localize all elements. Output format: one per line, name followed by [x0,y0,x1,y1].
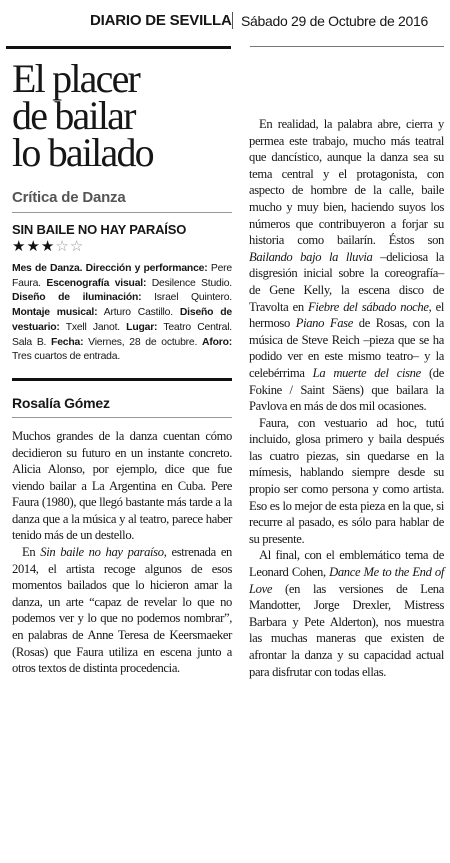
credit-label: Mes de Danza. Dirección y performance: [12,263,208,274]
credit-label: Escenografía visual: [46,277,147,289]
author-byline: Rosalía Gómez [12,394,110,411]
credit-value: Desilence Studio. [146,277,232,289]
text-run: Muchos grandes de la danza cuentan cómo decidieron su futuro en un instante concreto. Alicia Alonso, por ejemplo, dice que fue viendo bailar a La Argentina en Cuba. Pere Faura (1980), que llegó bastante más tarde a la danza que a la música y al teatro, parece haber tenido más de un destello. [12,428,232,543]
show-title: SIN BAILE NO HAY PARAÍSO [12,222,187,237]
text-run: Al final, con el emblemático tema de Leonard Cohen, [249,548,444,580]
text-run: de Rosas, con la música de Steve Reich –pieza que se ha podido ver en este mismo teatro– y la celebérrima [249,316,444,380]
credit-label: Fecha: [51,336,84,348]
text-run: , estrenada en 2014, el artista recoge algunos de esos momentos bailados que lo hicieron amar la danza, un arte “capaz de revelar lo que no podemos ver y lo que no podemos nombrar”, en palabras de Anne Teresa de Keersmaeker (Rosas) que Faura utiliza en escena junto a otros textos de distinta procedencia. [12,545,233,676]
right-column [249,116,444,680]
section-label: Crítica de Danza [12,189,126,206]
credit-value: Israel Quintero. [141,292,232,304]
credit-value: Arturo Castillo. [97,307,180,319]
credit-label: Diseño de iluminación: [12,292,142,304]
headline-line: de bailar [12,93,135,138]
credit-label: Aforo: [202,336,232,348]
issue-date: Sábado 29 de Octubre de 2016 [241,13,428,29]
credit-value: Teatro Central. Sala B. [12,321,232,348]
star-rating [12,238,232,256]
publication-name: DIARIO DE SEVILLA [90,12,232,29]
left-body-text [12,428,232,677]
headline-line: El placer [12,56,140,101]
body-paragraph [12,428,232,544]
right-column-top-rule [250,46,444,47]
left-column [12,56,233,677]
text-run: , el hermoso [249,299,445,331]
body-paragraph [249,547,444,680]
star-filled-icon: ★ [26,239,41,255]
text-run: –deliciosa la disgresión inicial sobre la coreografía– de Gene Kelly, la escena disco de Travolta en [249,249,445,314]
italic-title: Bailando bajo la lluvia [249,249,373,264]
section-rule [12,212,232,213]
masthead-separator [232,12,233,29]
star-filled-icon: ★ [12,239,27,255]
italic-title: Fiebre del sábado noche [308,299,429,314]
italic-title: La muerte del cisne [312,365,421,380]
credit-value: Pere Faura. [12,263,232,289]
body-paragraph [249,116,444,415]
star-filled-icon: ★ [40,239,56,255]
credits-box [12,262,232,365]
body-paragraph [12,544,232,677]
left-column-top-rule [6,46,231,49]
credit-value: Txell Janot. [59,321,127,333]
credits-rule [12,378,232,381]
masthead [8,6,444,36]
credit-label: Lugar: [126,321,158,333]
italic-title: Sin baile no hay paraíso [40,545,164,560]
credit-value: Tres cuartos de entrada. [12,351,121,363]
text-run: Faura, con vestuario ad hoc, tutú incluido, glosa primero y baila después las cuatro piezas, sin quedarse en la mímesis, hablando siempre desde su propio ser como persona y como artista. Eso es lo mejor de esta pieza en la que, si recurre al pasado, es sólo para hablar de su presente. [249,415,444,546]
star-empty-icon: ☆ [69,239,85,255]
headline-line: lo bailado [12,130,153,175]
text-run: (en las versiones de Lena Mandotter, Jorge Drexler, Mistress Barbara y Pete Alderton), nos muestra las muchas maneras que existen de afrontar la danza y su capacidad actual para disfrutar con todas ellas. [249,581,444,679]
right-body-text [249,116,444,680]
italic-title: Piano Fase [295,316,353,331]
headline [12,56,232,175]
italic-title: Dance Me to the End of Love [249,565,444,596]
star-empty-icon: ☆ [55,239,70,255]
text-run: En realidad, la palabra abre, cierra y permea este trabajo, mucho más teatral que dancístico, aunque la danza sea su tema central y el protagonista, con aspecto de hombre de la calle, baile mucho y muy bien, haciendo suyos los números que contribuyeron a forjar su historia como bailarín. Éstos son [249,117,444,248]
body-paragraph [249,415,444,548]
text-run: En [22,545,41,560]
credit-label: Diseño de vestuario: [12,307,232,333]
text-run: (de Fokine / Saint Säens) que bailara la Pavlova en más de dos mil ocasiones. [249,365,444,414]
credit-label: Montaje musical: [12,307,98,319]
byline-rule [12,417,232,418]
credit-value: Viernes, 28 de octubre. [83,336,203,348]
